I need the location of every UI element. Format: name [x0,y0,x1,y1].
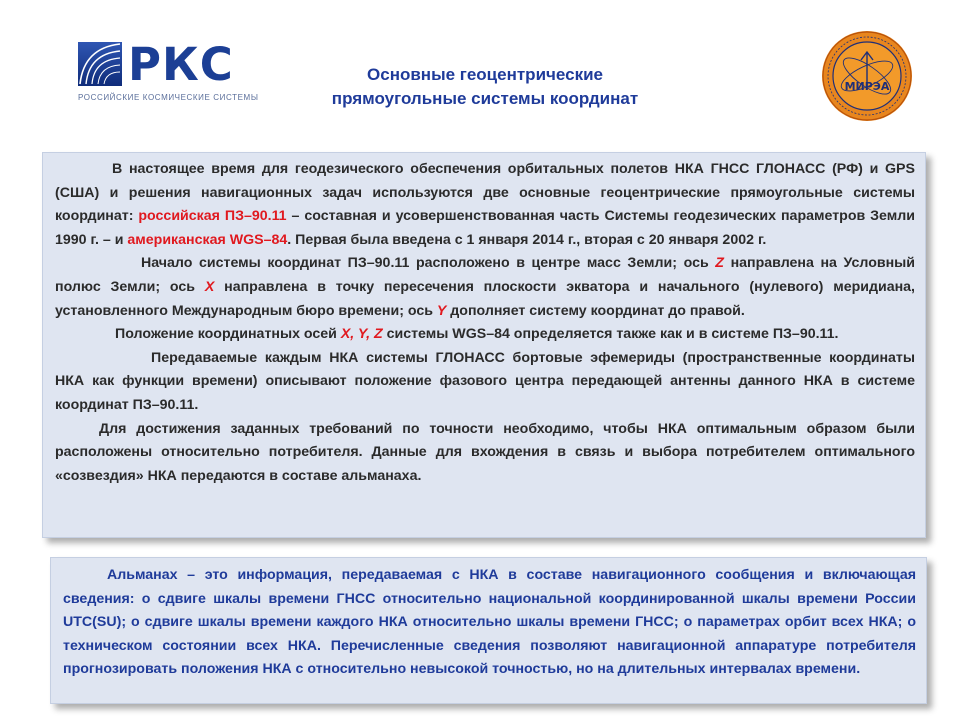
page-title-line-1: Основные геоцентрические [367,65,603,84]
mirea-emblem-text: МИРЭА [844,80,890,93]
paragraph-almanac-intro: Для достижения заданных требований по точности необходимо, чтобы НКА оптимальным образом были расположены относительно потребителя. Данные для вхождения в связь и выбора потребителем оптимального «созвездия» НКА передаются в составе альманаха. [55,420,915,484]
paragraph-pz90-axes: Начало системы координат ПЗ–90.11 расположено в центре масс Земли; ось Z направлена на Условный полюс Земли; ось X направлена в точку пересечения плоскости экватора и начального (нулевого) меридиана, установленного Международным бюро времени; ось Y дополняет систему координат до правой. [55,255,915,319]
rks-logo-text: РКС [128,38,234,91]
page-title-line-2: прямоугольные системы координат [331,89,639,108]
main-text-panel [42,152,926,538]
highlight-pz90: российская ПЗ–90.11 [138,208,287,225]
highlight-wgs84: американская WGS–84 [127,231,288,248]
almanac-panel [50,557,927,704]
paragraph-ephemeris: Передаваемые каждым НКА системы ГЛОНАСС бортовые эфемериды (пространственные координаты НКА как функции времени) описывают положение фазового центра передающей антенны данного НКА в системе координат ПЗ–90.11. [55,349,915,413]
rks-logo-mark-icon [78,42,122,86]
page-title [270,63,700,111]
axis-y-label: Y [436,302,447,319]
rks-logo-subtitle: РОССИЙСКИЕ КОСМИЧЕСКИЕ СИСТЕМЫ [78,93,259,102]
paragraph-wgs84-axes: Положение координатных осей X, Y, Z системы WGS–84 определяется также как и в системе ПЗ–90.11. [115,326,839,343]
mirea-emblem-icon [821,30,913,122]
axes-xyz-label: X, Y, Z [340,326,383,343]
paragraph-intro: В настоящее время для геодезического обеспечения орбитальных полетов НКА ГНСС ГЛОНАСС (РФ) и GPS (США) и решения навигационных задач используются две основные геоцентрические прямоугольные системы координат: российская ПЗ–90.11 – составная и усовершенствованная часть Системы геодезических параметров Земли 1990 г. – и американская WGS–84. Первая была введена с 1 января 2014 г., вторая с 20 января 2002 г. [55,161,915,248]
paragraph-almanac-definition: Альманах – это информация, передаваемая с НКА в составе навигационного сообщения и включающая сведения: о сдвиге шкалы времени ГНСС относительно национальной координированной шкалы времени России UTC(SU); о сдвиге шкалы времени каждого НКА относительно шкалы времени ГНСС; о параметрах орбит всех НКА; о техническом состоянии всех НКА. Перечисленные сведения позволяют навигационной аппаратуре потребителя прогнозировать положения НКА с относительно невысокой точностью, но на длительных интервалах времени. [63,567,916,678]
rks-logo [78,38,259,104]
axis-z-label: Z [715,255,724,272]
axis-x-label: X [204,278,215,295]
